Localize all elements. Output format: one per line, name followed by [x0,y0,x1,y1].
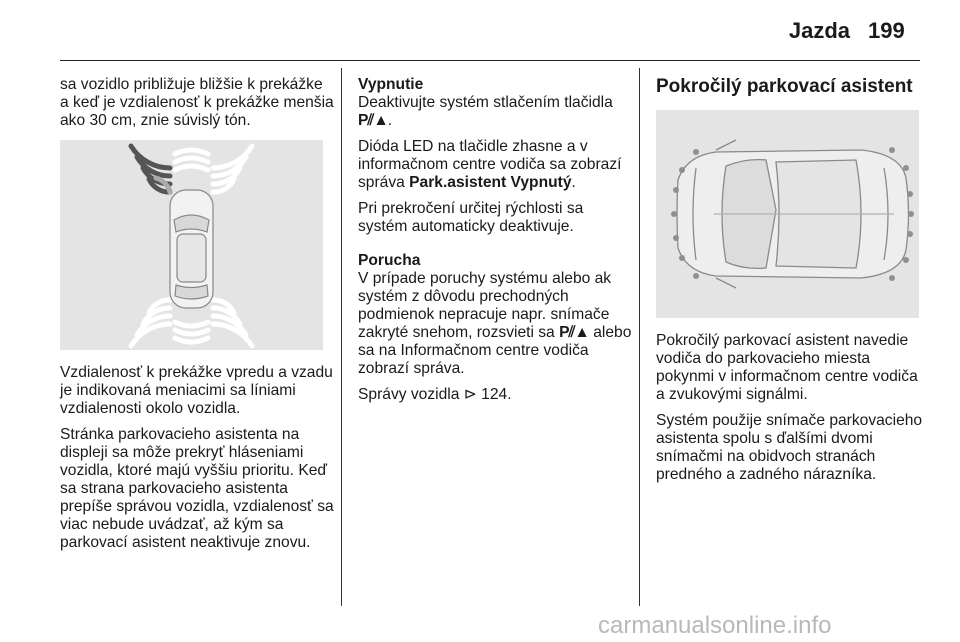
park-assist-warning-icon: P⫽▲ [559,324,589,341]
col1-paragraph-1: sa vozidlo približuje bližšie k prekážke a keď je vzdialenosť k prekážke menšia ako 30 cm, znie súvislý tón. [60,76,334,129]
col2-paragraph-2: Dióda LED na tlačidle zhasne a v informačnom centre vodiča sa zobrazí správa Park.asistent Vypnutý. [358,138,622,191]
col2-paragraph-3: Pri prekročení určitej rýchlosti sa systém automaticky deaktivuje. [358,200,584,235]
page-reference[interactable]: 124 [481,386,508,403]
header-rule [60,60,920,61]
chapter-title: Jazda [788,18,850,43]
column-1-lower [60,364,334,560]
col1-paragraph-3: Stránka parkovacieho asistenta na displeji sa môže prekryť hláseniami vozidla, ktoré majú vyššiu prioritu. Keď sa strana parkovacieho asistenta prepíše správou vozidla, vzdialenosť sa viac nebude uvádzať, až kým sa parkovací asistent neaktivuje znovu. [60,426,334,551]
distance-lines-illustration [60,140,323,350]
col3-paragraph-2: Systém použije snímače parkovacieho asistenta spolu s ďalšími dvomi snímačmi na obidvoch stranách predného a zadného nárazníka. [656,412,923,483]
park-assist-button-icon: P⫽▲ [358,112,388,129]
parking-sensor-figure [60,140,323,350]
column-divider-1 [341,68,342,606]
column-3 [656,76,926,98]
heading-vypnutie: Vypnutie [358,76,424,93]
heading-pokrocily-parkovaci-asistent: Pokročilý parkovací asistent [656,76,913,97]
column-divider-2 [639,68,640,606]
col3-paragraph-1: Pokročilý parkovací asistent navedie vodiča do parkovacieho miesta pokynmi v informačnom centre vodiča a zvukovými signálmi. [656,332,918,403]
col2-paragraph-1: Deaktivujte systém stlačením tlačidla P⫽▲. [358,94,613,129]
watermark: carmanualsonline.info [598,612,832,639]
column-1 [60,76,334,138]
advanced-park-assist-figure [656,110,919,318]
message-park-asistent-vypnuty: Park.asistent Vypnutý [409,174,572,191]
page-reference-arrow-icon: ⊳ [463,386,477,403]
page-number: 199 [868,18,905,43]
col2-paragraph-4: V prípade poruchy systému alebo ak systém z dôvodu prechodných podmienok nepracuje napr. snímače zakryté snehom, rozsvieti sa P⫽▲ alebo sa na Informačnom centre vodiča zobrazí správa. [358,270,632,377]
column-3-lower [656,332,926,492]
car-sensor-illustration [656,110,919,318]
col1-paragraph-2: Vzdialenosť k prekážke vpredu a vzadu je indikovaná meniacimi sa líniami vzdialenosti okolo vozidla. [60,364,333,417]
car-top-view [170,190,213,308]
column-2 [358,76,632,412]
heading-porucha: Porucha [358,252,421,269]
col2-paragraph-5: Správy vozidla ⊳ 124. [358,386,512,403]
